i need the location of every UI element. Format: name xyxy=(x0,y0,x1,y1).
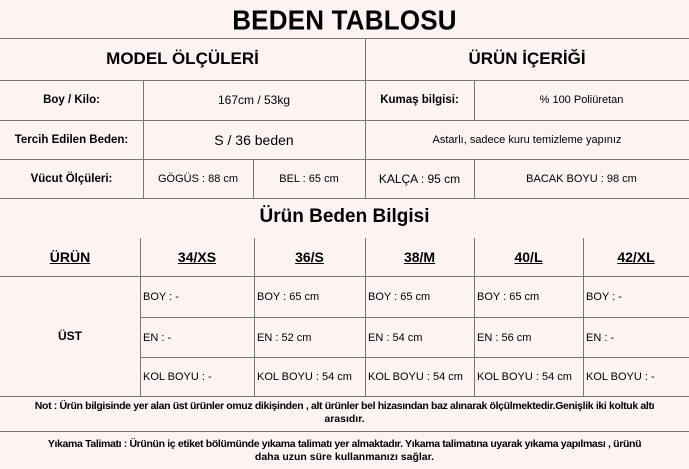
size-header: 36/S xyxy=(295,249,324,265)
boy-cell: BOY : - xyxy=(586,291,622,303)
kalca-value: KALÇA : 95 cm xyxy=(378,171,461,186)
vucut-label: Vücut Ölçüleri: xyxy=(30,172,113,185)
kol-cell: KOL BOYU : 54 cm xyxy=(368,371,463,383)
product-section-heading: ÜRÜN İÇERİĞİ xyxy=(468,49,586,68)
row-label-ust: ÜST xyxy=(58,329,82,343)
model-section-heading: MODEL ÖLÇÜLERİ xyxy=(106,49,259,68)
kol-cell: KOL BOYU : 54 cm xyxy=(257,371,352,383)
en-cell: EN : 56 cm xyxy=(477,331,532,344)
product-col-header: ÜRÜN xyxy=(49,249,91,265)
tercih-value: S / 36 beden xyxy=(214,131,294,148)
tercih-label: Tercih Edilen Beden: xyxy=(14,133,129,146)
size-header: 34/XS xyxy=(177,249,217,265)
kol-cell: KOL BOYU : - xyxy=(143,371,212,383)
size-section-heading: Ürün Beden Bilgisi xyxy=(259,206,430,227)
measurement-note-line2: arasıdır. xyxy=(324,413,365,425)
kumas-value: % 100 Poliüretan xyxy=(539,94,624,106)
boy-cell: BOY : 65 cm xyxy=(368,291,431,303)
size-header: 42/XL xyxy=(617,249,655,265)
wash-instruction-line1: Yıkama Talimatı : Ürünün iç etiket bölümünde yıkama talimatı yer almaktadır. Yıkama talimatına uyarak yıkama yapılması , ürünü xyxy=(47,438,642,450)
boy-cell: BOY : 65 cm xyxy=(257,291,320,303)
boy-kilo-label: Boy / Kilo: xyxy=(43,94,100,106)
size-header: 38/M xyxy=(403,249,436,265)
size-header: 40/L xyxy=(514,249,543,265)
bel-value: BEL : 65 cm xyxy=(279,172,339,185)
en-cell: EN : - xyxy=(586,331,615,344)
divider xyxy=(0,396,689,397)
wash-instruction xyxy=(0,438,689,468)
care-text: Astarlı, sadece kuru temizleme yapınız xyxy=(432,133,622,146)
boy-kilo-value: 167cm / 53kg xyxy=(217,93,291,107)
gogus-value: GÖGÜS : 88 cm xyxy=(157,172,239,185)
en-cell: EN : 52 cm xyxy=(257,331,312,344)
boy-cell: BOY : 65 cm xyxy=(477,291,540,303)
kol-cell: KOL BOYU : 54 cm xyxy=(477,371,572,383)
divider xyxy=(0,431,689,432)
kumas-label: Kumaş bilgisi: xyxy=(380,94,459,106)
wash-instruction-line2: daha uzun süre kullanmanızı sağlar. xyxy=(254,451,435,463)
en-cell: EN : 54 cm xyxy=(368,331,423,344)
measurement-note-line1: Not : Ürün bilgisinde yer alan üst ürünler omuz dikişinden , alt ürünler bel hizasından baz alınarak ölçülmektedir.Genişlik iki koltuk altı xyxy=(34,400,655,412)
kol-cell: KOL BOYU : - xyxy=(586,371,655,383)
measurement-note xyxy=(0,400,689,428)
en-cell: EN : - xyxy=(143,331,172,344)
page-title: BEDEN TABLOSU xyxy=(232,3,457,36)
bacak-value: BACAK BOYU : 98 cm xyxy=(526,172,637,185)
boy-cell: BOY : - xyxy=(143,291,179,303)
